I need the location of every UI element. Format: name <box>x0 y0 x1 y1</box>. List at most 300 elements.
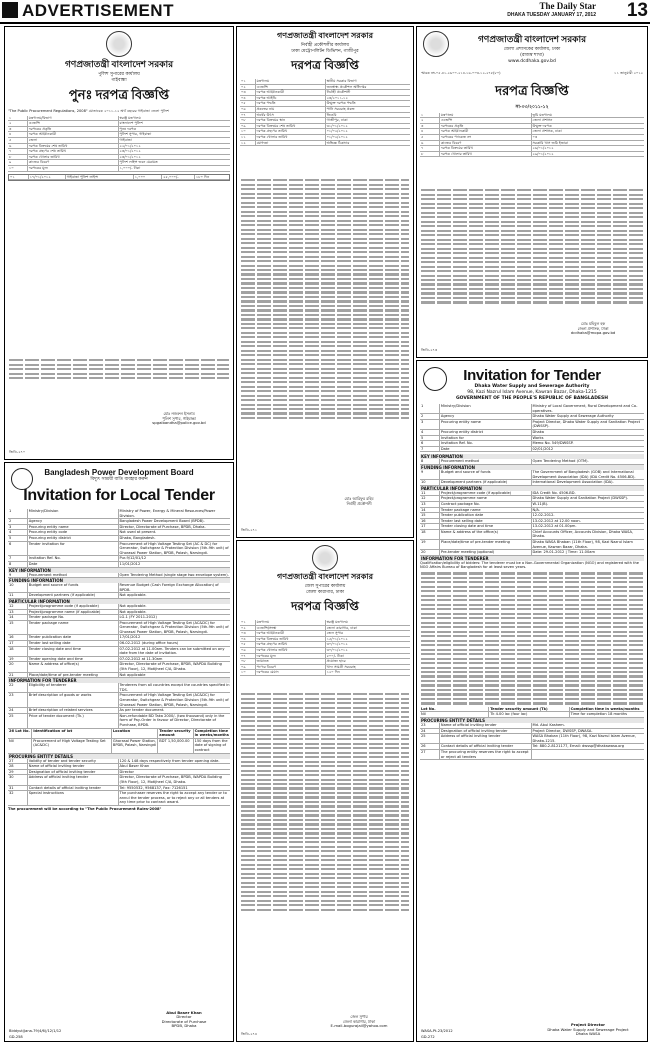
table-cell: 18 <box>8 647 28 656</box>
table-cell: নির্বাহী প্রকৌশলী <box>326 90 351 95</box>
table-cell: Dhaka <box>532 429 544 434</box>
table-cell: Non-refundable BD Taka 2000/- (two thousand) only in the form of Pay-Order in favour of Director, Directorate of Purchase, BPDB. <box>119 713 225 727</box>
table-cell: সরকারি খাস জমি ইজারা <box>532 140 568 145</box>
notice-title: পুনঃ দরপত্র বিজ্ঞপ্তি <box>68 87 170 102</box>
table-cell: দরপত্র আহ্বানকারী <box>28 132 119 137</box>
table-cell: Validity of tender and tender security <box>28 759 119 764</box>
table-cell: ২৩/০১/২০১২ <box>119 154 141 159</box>
table-cell: 9 <box>8 573 28 578</box>
table-cell: 12 <box>420 496 440 501</box>
table-cell: Tender publication date <box>28 635 119 640</box>
table-cell: ০৭ <box>240 113 256 118</box>
table-cell: ০১/০২/২০১২ <box>326 134 348 139</box>
table-cell: ৩০/০১/২০১২ <box>326 642 348 647</box>
table-cell: Date: 29-01-2012 | Time: 11.00am <box>532 550 595 555</box>
table-cell: Dhaka, Bangladesh. <box>119 535 156 540</box>
office-line: জেল সুপারের কার্যালয় <box>304 584 346 589</box>
table-cell: 4 <box>8 530 28 535</box>
table-cell: Brief description of goods or works <box>28 693 119 707</box>
table-cell: Development partners (if applicable) <box>28 593 119 598</box>
ad-ref: জিডি-২৭৩ <box>421 348 438 352</box>
table-cell: Place/date/time of pre-tender meeting <box>440 540 532 549</box>
table-cell: 31 <box>8 786 28 791</box>
bpdb-entity-rows <box>8 759 230 806</box>
table-cell: ০৮ <box>240 118 256 123</box>
table-cell: দরপত্র পদ্ধতি <box>256 101 326 106</box>
table-cell: The Government of Bangladesh (GOB) and International Development Association (IDA) (IDA Credit No. 4506-BD). <box>532 469 636 479</box>
dphe-rows <box>240 79 410 146</box>
office-line: গাইবান্ধা <box>111 78 127 83</box>
signer-name: মোঃ মহিবুল হক <box>581 321 605 326</box>
table-cell: ২৩/২০১১-১২ <box>326 95 348 100</box>
table-cell: ০৯ <box>240 665 256 670</box>
table-cell: Time for completion 18 months <box>570 712 628 717</box>
table-cell: পুলিশ সুপার, গাইবান্ধা <box>119 132 152 137</box>
memo-number: স্মারক নং-০৫.৪১.২৬০০.২১৪.১৬.০০৩.১২-২৭৮(৮০) <box>421 71 501 75</box>
entity-heading: PROCURING ENTITY DETAILS <box>420 718 644 723</box>
table-cell: ৩০/০১/২০১২ <box>326 647 348 652</box>
table-cell: জামানত <box>256 659 326 664</box>
table-cell: Development partners (if applicable) <box>440 480 532 485</box>
prison-rows <box>240 620 410 676</box>
table-cell: পণ্যের বিবরণ <box>256 665 326 670</box>
table-cell: মন্ত্রণালয় <box>256 79 326 84</box>
table-cell: জনস্বাস্থ্য প্রকৌশল অধিদপ্তর <box>326 84 367 89</box>
table-cell: দরপত্রের প্রকৃতি <box>440 124 532 129</box>
org-name: Bangladesh Power Development Board <box>44 468 194 477</box>
table-cell: Contact details of official inviting tender <box>440 744 532 749</box>
table-cell: জেলা কারাগার, ঢাকা <box>326 625 357 630</box>
table-cell: যোগ্যতা <box>256 141 326 146</box>
table-cell: 7 <box>420 447 440 452</box>
signature-block <box>139 1011 229 1029</box>
table-cell: Director <box>119 769 134 774</box>
table-cell: Name & address of the office(s) <box>440 530 532 539</box>
wasa-particular-rows <box>420 491 644 556</box>
signer-email: dcdhaka@mopa.gov.bd <box>570 330 616 336</box>
ad-ref: WASA-Pt-23/2012 <box>421 1029 453 1033</box>
table-cell: 23 <box>8 693 28 707</box>
signer-email: E-mail-bogurajail@yahoo.com <box>330 1023 388 1029</box>
table-cell: 20 <box>420 550 440 555</box>
table-cell: The procuring entity reserves the right to accept or reject all tenders <box>440 750 532 759</box>
government-emblem-icon <box>312 545 338 571</box>
signer-title: Project Director <box>571 1022 605 1028</box>
gov-line: GOVERNMENT OF THE PEOPLE'S REPUBLIC OF BANGLADESH <box>455 396 609 401</box>
wasa-logo-icon <box>423 367 447 391</box>
office-line: জেলা কারাগার, ঢাকা <box>305 590 345 595</box>
table-cell: ৩১/০১/২০১২ <box>326 123 348 128</box>
tenderer-note: Qualification/eligibility of bidders: The tenderer must be a Non-Governmental Organization (NGO) and registered with the NGO Affairs Bureau of Bangladesh for at least seven years. <box>420 560 639 570</box>
table-row <box>420 447 644 453</box>
table-row <box>240 141 410 147</box>
table-cell: Ministry/Division <box>440 404 532 413</box>
table-cell: ০২ <box>240 626 256 631</box>
table-cell: ১০ <box>240 670 256 675</box>
table-cell: Completion time in weeks/months <box>194 728 229 738</box>
ad-bpdb-tender <box>4 462 234 1042</box>
table-row <box>8 714 230 729</box>
table-cell: Open Tendering Method (single stage two envelope system). <box>119 572 229 577</box>
bpdb-particular-rows <box>8 604 230 678</box>
office-line: (রাজস্ব শাখা) <box>520 53 544 58</box>
table-cell: 3 <box>420 420 440 429</box>
gov-heading: গণপ্রজাতন্ত্রী বাংলাদেশ সরকার <box>276 572 374 581</box>
table-cell: উন্মুক্ত দরপত্র পদ্ধতি <box>326 101 356 106</box>
table-cell: মন্ত্রণালয়/বিভাগ <box>28 116 119 121</box>
table-cell: এজেন্সি <box>28 121 119 126</box>
table-cell: Director, Directorate of Purchase, BPDB, WAPDA Building (5th Floor), 12, Motijheel C/A, Dhaka. <box>119 662 222 672</box>
table-cell: 27 <box>8 759 28 764</box>
table-cell: ভূমি মন্ত্রণালয় <box>532 112 552 117</box>
table-cell: 29 <box>8 770 28 775</box>
table-cell: Name & address of office(s) <box>28 662 119 671</box>
table-cell: Brief description of related services <box>28 708 119 713</box>
table-row <box>420 540 644 550</box>
table-cell: ০৩ <box>240 90 256 95</box>
table-cell: Dhaka Water Supply and Sewerage Authority <box>532 414 614 419</box>
table-cell: দরপত্রের মূল্য <box>256 654 326 659</box>
table-row <box>420 734 644 744</box>
lot-table <box>8 729 230 754</box>
ad-dphe-tender <box>236 26 414 538</box>
table-cell: 21 <box>8 673 28 678</box>
table-cell: ৬ <box>420 141 440 146</box>
table-cell: BDT 1,50,000.00 <box>158 739 193 753</box>
signer-org: BPDB, Dhaka <box>171 1023 197 1029</box>
table-cell: এজেন্সি <box>256 85 326 90</box>
table-cell: 8 <box>8 562 28 567</box>
table-cell: 1 <box>8 509 28 518</box>
table-cell: ৭ <box>420 146 440 151</box>
table-cell: 6 <box>8 542 28 556</box>
table-cell: 07-02-2012 at 11.00am. Tenders can be submitted on any date from the date of invitation. <box>119 646 225 656</box>
date-line: DHAKA TUESDAY JANUARY 17, 2012 <box>507 12 596 18</box>
table-cell: Project/programme name (if applicable) <box>28 610 119 615</box>
table-cell: Tender package name <box>440 508 532 513</box>
table-cell: Ministry of Local Government, Rural Development and Co-operatives. <box>532 404 638 413</box>
table-cell: ৫ <box>8 138 28 143</box>
office-line: ঢাকা মেট্রোপলিটন ডিভিশন, গাজীপুর <box>291 49 359 54</box>
table-cell: এজেন্সি/সংস্থা <box>256 626 326 631</box>
table-cell: 10 <box>420 480 440 485</box>
table-cell: As per tender document. <box>119 708 165 713</box>
signer-title: জেলা প্রশাসক, ঢাকা <box>577 325 609 331</box>
table-cell: Procuring entity name <box>440 420 532 429</box>
table-cell: The purchaser reserves the right to accept any tender or to annul the tender process, or to reject any or all tenders at any time prior to contract award. <box>119 791 227 805</box>
table-row <box>8 791 230 806</box>
table-cell: উন্মুক্ত দরপত্র <box>532 123 552 128</box>
table-cell: N/A. <box>532 507 540 512</box>
government-emblem-icon <box>106 31 132 57</box>
table-cell: Nil <box>8 739 32 753</box>
table-row <box>420 470 644 480</box>
notice-title: দরপত্র বিজ্ঞপ্তি <box>291 58 359 72</box>
wasa-entity-rows <box>420 723 644 760</box>
table-cell: ১২০ দিন <box>326 670 340 675</box>
table-cell: Procuring entity district <box>440 430 532 435</box>
table-cell: স্বরাষ্ট্র মন্ত্রণালয় <box>326 620 348 624</box>
table-cell: Address of official inviting tender <box>28 775 119 784</box>
ad-ref: GD-272 <box>421 1035 435 1039</box>
table-cell: 17 <box>420 524 440 529</box>
table-cell: Ministry/Division <box>28 509 119 518</box>
table-cell: 30 <box>8 775 28 784</box>
signature-block <box>543 322 643 336</box>
table-cell: Pre-tender meeting (optional) <box>440 550 532 555</box>
table-cell: স্থানীয় সরকার বিভাগ <box>326 79 357 83</box>
ad-police-retender <box>4 26 234 460</box>
table-cell: 5 <box>8 536 28 541</box>
funding-heading: FUNDING INFORMATION <box>420 465 644 470</box>
table-cell: ৬ <box>8 144 28 149</box>
table-cell: দরপত্র আহ্বানকারী <box>440 129 532 134</box>
table-cell: 120 & 148 days respectively from tender opening date. <box>119 758 220 763</box>
table-row <box>420 404 644 414</box>
table-cell: Designation of official inviting tender <box>440 729 532 734</box>
table-cell: 7 <box>8 556 28 561</box>
table-cell: 9 <box>420 470 440 479</box>
table-cell: ১ <box>8 116 28 121</box>
table-cell: পুলিশ লাইন্স ভবন মেরামত <box>119 160 158 165</box>
particular-heading: PARTICULAR INFORMATION <box>420 486 644 491</box>
table-cell: 12 <box>8 604 28 609</box>
website[interactable]: www.dcdhaka.gov.bd <box>508 59 556 64</box>
table-cell: ১০ <box>8 166 28 171</box>
section-icon <box>2 2 18 18</box>
signer-title: পুলিশ সুপার, গাইবান্ধা <box>162 415 196 421</box>
ad-ref: জিডি-২৭৪ <box>241 1032 258 1036</box>
table-cell: Abul Baser Khan <box>119 764 150 769</box>
table-cell: জিওবি <box>326 112 337 117</box>
table-cell: 25 <box>420 734 440 743</box>
table-cell: 13-02-2012 at 01.00pm. <box>532 524 577 529</box>
table-cell: দরপত্র খোলার তারিখ <box>256 648 326 653</box>
table-row <box>8 775 230 785</box>
ad-ref: Biddyut/Jana-79(4/6)/12/1/12 <box>9 1029 62 1033</box>
office-line: নির্বাহী প্রকৌশলীর কার্যালয় <box>300 43 350 48</box>
table-cell: Procurement method <box>440 459 532 464</box>
table-cell: এজেন্সি <box>440 118 532 123</box>
table-row <box>8 693 230 708</box>
table-cell: 27 <box>420 750 440 759</box>
table-cell: Invitation for <box>440 436 532 441</box>
notice-title: দরপত্র বিজ্ঞপ্তি <box>291 599 359 613</box>
table-cell: দরপত্র বিক্রয়ের তারিখ <box>256 637 326 642</box>
table-row <box>8 542 230 557</box>
dc-rows <box>420 113 644 158</box>
table-cell: Contact details of official inviting tender <box>28 786 119 791</box>
table-cell: Procurement of High Voltage Testing Set (AC&DC) <box>32 739 112 753</box>
government-emblem-icon <box>423 31 449 57</box>
table-cell: ০৯ <box>240 124 256 129</box>
bpdb-rows <box>8 509 230 568</box>
table-cell: 19 <box>420 540 440 549</box>
table-cell: মন্ত্রণালয় <box>440 113 532 118</box>
table-row <box>8 662 230 672</box>
table-cell: ০১ <box>240 620 256 625</box>
table-cell: ১,০০০/- টাকা <box>119 165 141 170</box>
table-cell: ৫০০/- টাকা <box>326 653 344 658</box>
table-row <box>8 509 230 519</box>
table-cell: ০৫ <box>240 642 256 647</box>
table-cell: ০৩ <box>532 134 538 139</box>
table-cell: Tender security amount (Tk) <box>489 707 569 712</box>
signature-block <box>129 412 229 426</box>
office-line: জেলা প্রশাসকের কার্যালয়, ঢাকা <box>503 47 561 52</box>
table-cell: Procuring entity district <box>28 536 119 541</box>
table-cell: 5 <box>420 436 440 441</box>
table-cell: ২৫,০০০/- <box>162 175 195 180</box>
funding-heading: FUNDING INFORMATION <box>8 578 230 583</box>
motto: বিদ্যুৎ সাশ্রয়ী বাতি ব্যবহার করুন <box>90 477 148 482</box>
table-cell: Place/date/time of pre-tender meeting <box>28 673 119 678</box>
table-cell: 06-02-2012 (during office hours) <box>119 641 179 646</box>
bpdb-tenderer-rows <box>8 683 230 728</box>
table-cell: Ghorasal Power Station, BPDB, Palash, Narsingdi <box>112 739 158 753</box>
table-cell: Tender opening date and time <box>28 657 119 662</box>
table-cell: Revenue Budget (Cash Foreign Exchange Allocation) of BPDB. <box>119 583 219 592</box>
table-cell: Tender closing date and time <box>28 647 119 656</box>
table-cell: ০১ <box>240 79 256 84</box>
bpdb-logo-icon <box>11 468 33 490</box>
table-cell: 14 <box>420 508 440 513</box>
table-cell: 6 <box>420 441 440 446</box>
table-cell: W-11(B). <box>532 501 549 506</box>
table-cell: Not applicable. <box>119 603 147 608</box>
table-cell: ২ <box>420 118 440 123</box>
table-cell: ১১ <box>240 135 256 140</box>
table-cell <box>532 750 645 759</box>
table-cell: Tender publication date <box>440 513 532 518</box>
wasa-rows <box>420 404 644 452</box>
table-cell: দরপত্র আইডি <box>256 96 326 101</box>
table-cell: 18 <box>420 530 440 539</box>
table-cell: Location <box>112 729 158 738</box>
notice-title: Invitation for Local Tender <box>23 487 215 504</box>
table-cell: জেলা প্রশাসন <box>532 118 553 123</box>
table-cell: দরপত্র বিক্রয়ের শেষ তারিখ <box>28 144 119 149</box>
table-cell: Procuring entity code <box>28 530 119 535</box>
table-cell: Tel: 9550532, 9568137, Fax: 7126151 <box>119 785 188 790</box>
signer-title: নির্বাহী প্রকৌশলী <box>346 500 372 506</box>
table-cell: ৩ <box>8 127 28 132</box>
table-cell: WASA Bhaban (11th Floor), 98, Kazi Nazrul Islam Avenue, Dhaka-1215. <box>532 734 636 743</box>
table-cell: Tender invitation for <box>28 542 119 556</box>
table-row <box>8 166 230 172</box>
police-table-row <box>8 174 230 182</box>
ad-ref: জিডি-২৭১ <box>241 528 258 532</box>
table-cell: কাজের বিবরণ <box>28 160 119 165</box>
police-rows <box>8 116 230 172</box>
table-cell: অর্থের উৎস <box>256 113 326 118</box>
table-cell: 17/01/2012 <box>119 635 141 640</box>
table-cell: 02/01/2012 <box>532 446 554 451</box>
table-cell: ০৪ <box>240 637 256 642</box>
table-cell: Md. Abul Kashem. <box>532 723 565 728</box>
table-cell: 8 <box>420 459 440 464</box>
signer-title: জেলা কারাগার, ঢাকা <box>342 1018 376 1024</box>
signature-block <box>533 1023 643 1037</box>
table-cell: ১৫/০১/২০১২ <box>326 636 348 641</box>
table-cell: 3 <box>8 525 28 530</box>
table-cell: Tender last selling date <box>440 519 532 524</box>
table-cell: 1 <box>420 404 440 413</box>
table-cell: ১৭/০১/২০১২ <box>29 175 66 180</box>
table-cell: 14 <box>8 615 28 620</box>
table-cell: Agency <box>440 414 532 419</box>
notice-number: সা-০৩/২০১১-১২ <box>515 104 549 110</box>
table-cell: গাইবান্ধা <box>119 137 132 142</box>
table-cell: Chief Accounts Officer, Accounts Division, Dhaka WASA, Dhaka. <box>532 529 634 539</box>
table-cell: প্রযোজ্য হারে <box>326 659 346 664</box>
table-row <box>8 621 230 636</box>
table-cell: ৯ <box>8 160 28 165</box>
table-cell: দরপত্র বিক্রয়ের তারিখ <box>440 146 532 151</box>
table-cell: জেল সুপার <box>326 631 343 636</box>
table-cell: ১৮০ দিন <box>195 174 210 179</box>
table-cell: ০৬ <box>240 107 256 112</box>
table-cell: দরপত্র খোলার তারিখ <box>440 152 532 157</box>
table-cell: মন্ত্রণালয় <box>256 620 326 625</box>
gov-heading: গণপ্রজাতন্ত্রী বাংলাদেশ সরকার <box>276 31 374 40</box>
table-cell: Invitation Ref. No. <box>440 441 532 446</box>
table-cell: Dhaka WASA Bhaban (11th Floor), 98, Kazi Nazrul Islam Avenue, Kawran Bazar, Dhaka. <box>532 540 633 549</box>
notice-intro: "The Public Procurement Regulations, 2008" মোতাবেক ২০১১-১২ অর্থ বছরের গাইবান্ধা জেলা পুলিশ <box>8 109 169 113</box>
table-cell: Invitation Ref. No. <box>28 556 119 561</box>
office-line: পুলিশ সুপারের কার্যালয় <box>98 72 140 77</box>
table-cell: Memo No. 549/DWSSP. <box>532 441 574 446</box>
table-row <box>420 152 644 158</box>
signer-org: Dhaka Water Supply and Sewerage Project <box>547 1026 629 1032</box>
memo-date: ১১ জানুয়ারী ২০১২ <box>614 71 643 75</box>
table-cell: ৮ <box>8 155 28 160</box>
table-cell: Tender package name <box>28 621 119 635</box>
table-cell: ০৩ <box>240 631 256 636</box>
table-cell: Tk 4.00 lac (four lac) <box>489 712 569 717</box>
table-cell: জেলা প্রশাসক, ঢাকা <box>532 129 562 134</box>
table-cell: Project/programme code (if applicable) <box>28 604 119 609</box>
table-cell: 15 <box>420 513 440 518</box>
entity-heading: PROCURING ENTITY DETAILS <box>8 754 230 759</box>
table-cell: Tender closing date and time <box>440 524 532 529</box>
table-cell: 11 <box>8 593 28 598</box>
table-cell: Project Director, DWSSP, DWASA. <box>532 728 593 733</box>
ad-prison-tender <box>236 540 414 1042</box>
lot-header-row <box>8 729 230 739</box>
notice-title: দরপত্র বিজ্ঞপ্তি <box>495 82 569 98</box>
table-cell: Nil <box>420 712 489 717</box>
table-row <box>8 583 230 593</box>
table-cell: অভিজ্ঞ ঠিকাদার <box>326 140 350 145</box>
table-cell: 24 <box>420 729 440 734</box>
table-cell: Tender security amount <box>158 729 193 738</box>
table-cell: দরপত্র বিক্রয়ের শেষ তারিখ <box>256 124 326 129</box>
table-cell: 25 <box>8 714 28 728</box>
table-cell: Procurement of High Voltage Testing Set (AC&DC) for Generator, Switchgear & Protection Division (5th-9th unit) of Ghorasal Power Station, BPDB, Palash, Narsingdi. <box>119 693 229 707</box>
org-name: Dhaka Water Supply and Sewerage Authority <box>474 384 590 389</box>
table-cell: Tel: 880-2-8121177, Email: dwssp@dhakawasa.org <box>532 744 625 749</box>
wasa-funding-rows <box>420 470 644 486</box>
table-cell: Dhaka Water Supply and Sanitation Project (DWSSP). <box>532 496 628 501</box>
table-cell: 11 <box>420 491 440 496</box>
tenderer-heading: INFORMATION FOR TENDERER <box>420 556 644 561</box>
table-cell: 16 <box>420 519 440 524</box>
table-cell: 15 <box>8 621 28 635</box>
table-cell: দরপত্রের প্যাকেজ নং <box>440 135 532 140</box>
table-cell: Procurement of High Voltage Testing Set (AC&DC) for Generator, Switchgear & Protection Division (5th-9th unit) of Ghorasal Power Station, BPDB, Palash, Narsingdi. <box>119 620 229 634</box>
table-cell: ৪ <box>8 132 28 137</box>
